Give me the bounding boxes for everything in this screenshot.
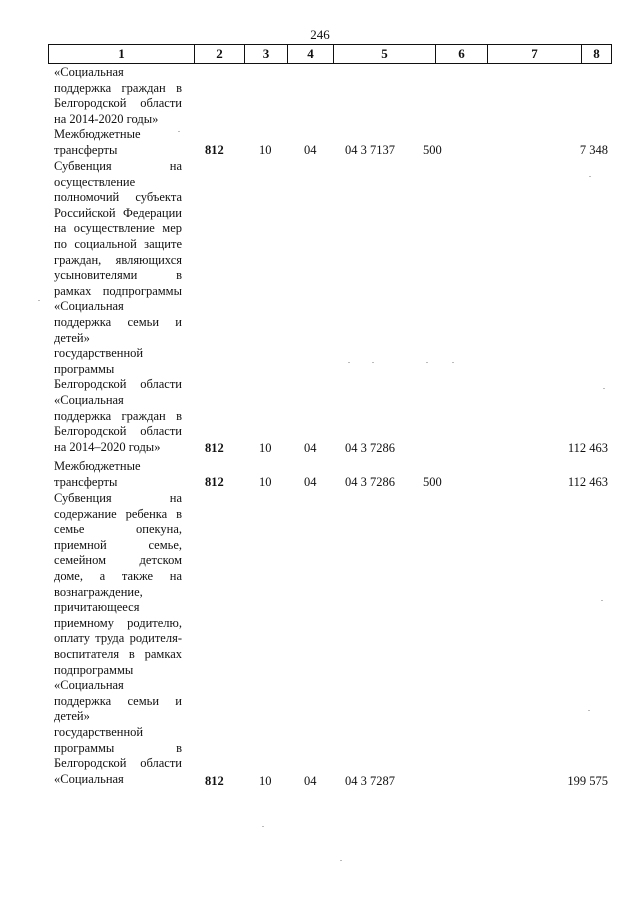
table-header [48, 44, 612, 64]
cell-subsection: 04 [304, 475, 317, 489]
cell-amount: 7 348 [579, 143, 608, 157]
cell-expense-type: 500 [423, 475, 442, 489]
cell-code-812: 812 [205, 143, 224, 157]
cell-amount: 199 575 [567, 774, 608, 788]
scan-speck [589, 176, 591, 177]
header-col-8: 8 [581, 45, 612, 63]
cell-code-812: 812 [205, 475, 224, 489]
cell-code-812: 812 [205, 441, 224, 455]
page-number: 246 [310, 27, 330, 42]
header-col-1: 1 [48, 45, 194, 63]
cell-amount: 112 463 [567, 441, 608, 455]
cell-section: 10 [259, 143, 272, 157]
row-description: Субвенция на содержание ребенка в семье опекуна, приемной семье, семейном детском доме, а также на вознаграждение, причитающееся приемному родителю, оплату труда родителя-воспитателя в рамках подпрограммы «Социальная поддержка семьи и детей» государственной программы в Белгородской области «Социальная [54, 491, 182, 786]
scan-speck [452, 362, 454, 363]
scan-speck [340, 860, 342, 861]
cell-expense-type: 500 [423, 143, 442, 157]
cell-target-article: 04 3 7137 [345, 143, 395, 157]
scan-speck [588, 710, 590, 711]
row-description: Межбюджетные трансферты [54, 459, 141, 489]
cell-code-812: 812 [205, 774, 224, 788]
header-col-5: 5 [333, 45, 435, 63]
scan-speck [38, 300, 40, 301]
cell-subsection: 04 [304, 143, 317, 157]
cell-target-article: 04 3 7286 [345, 475, 395, 489]
row-description: «Социальная поддержка граждан в Белгородской области на 2014-2020 годы» [54, 65, 182, 126]
scan-speck [603, 388, 605, 389]
scan-speck [372, 362, 374, 363]
cell-amount: 112 463 [567, 475, 608, 489]
cell-subsection: 04 [304, 441, 317, 455]
cell-target-article: 04 3 7287 [345, 774, 395, 788]
header-col-4: 4 [287, 45, 333, 63]
row-description: Межбюджетные трансферты [54, 127, 141, 157]
header-col-7: 7 [487, 45, 581, 63]
scan-speck [178, 131, 180, 132]
row-description: Субвенция на осуществление полномочий субъекта Российской Федерации на осуществление мер по социальной защите граждан, являющихся усыновителями в рамках подпрограммы «Социальная поддержка семьи и детей» государственной программы Белгородской области «Социальная поддержка граждан в Белгородской области на 2014–2020 годы» [54, 159, 182, 454]
cell-section: 10 [259, 441, 272, 455]
cell-subsection: 04 [304, 774, 317, 788]
cell-section: 10 [259, 774, 272, 788]
cell-target-article: 04 3 7286 [345, 441, 395, 455]
scan-speck [601, 600, 603, 601]
header-col-6: 6 [435, 45, 487, 63]
scan-speck [262, 826, 264, 827]
cell-section: 10 [259, 475, 272, 489]
scan-speck [348, 362, 350, 363]
scan-speck [426, 362, 428, 363]
header-col-3: 3 [244, 45, 287, 63]
header-col-2: 2 [194, 45, 244, 63]
